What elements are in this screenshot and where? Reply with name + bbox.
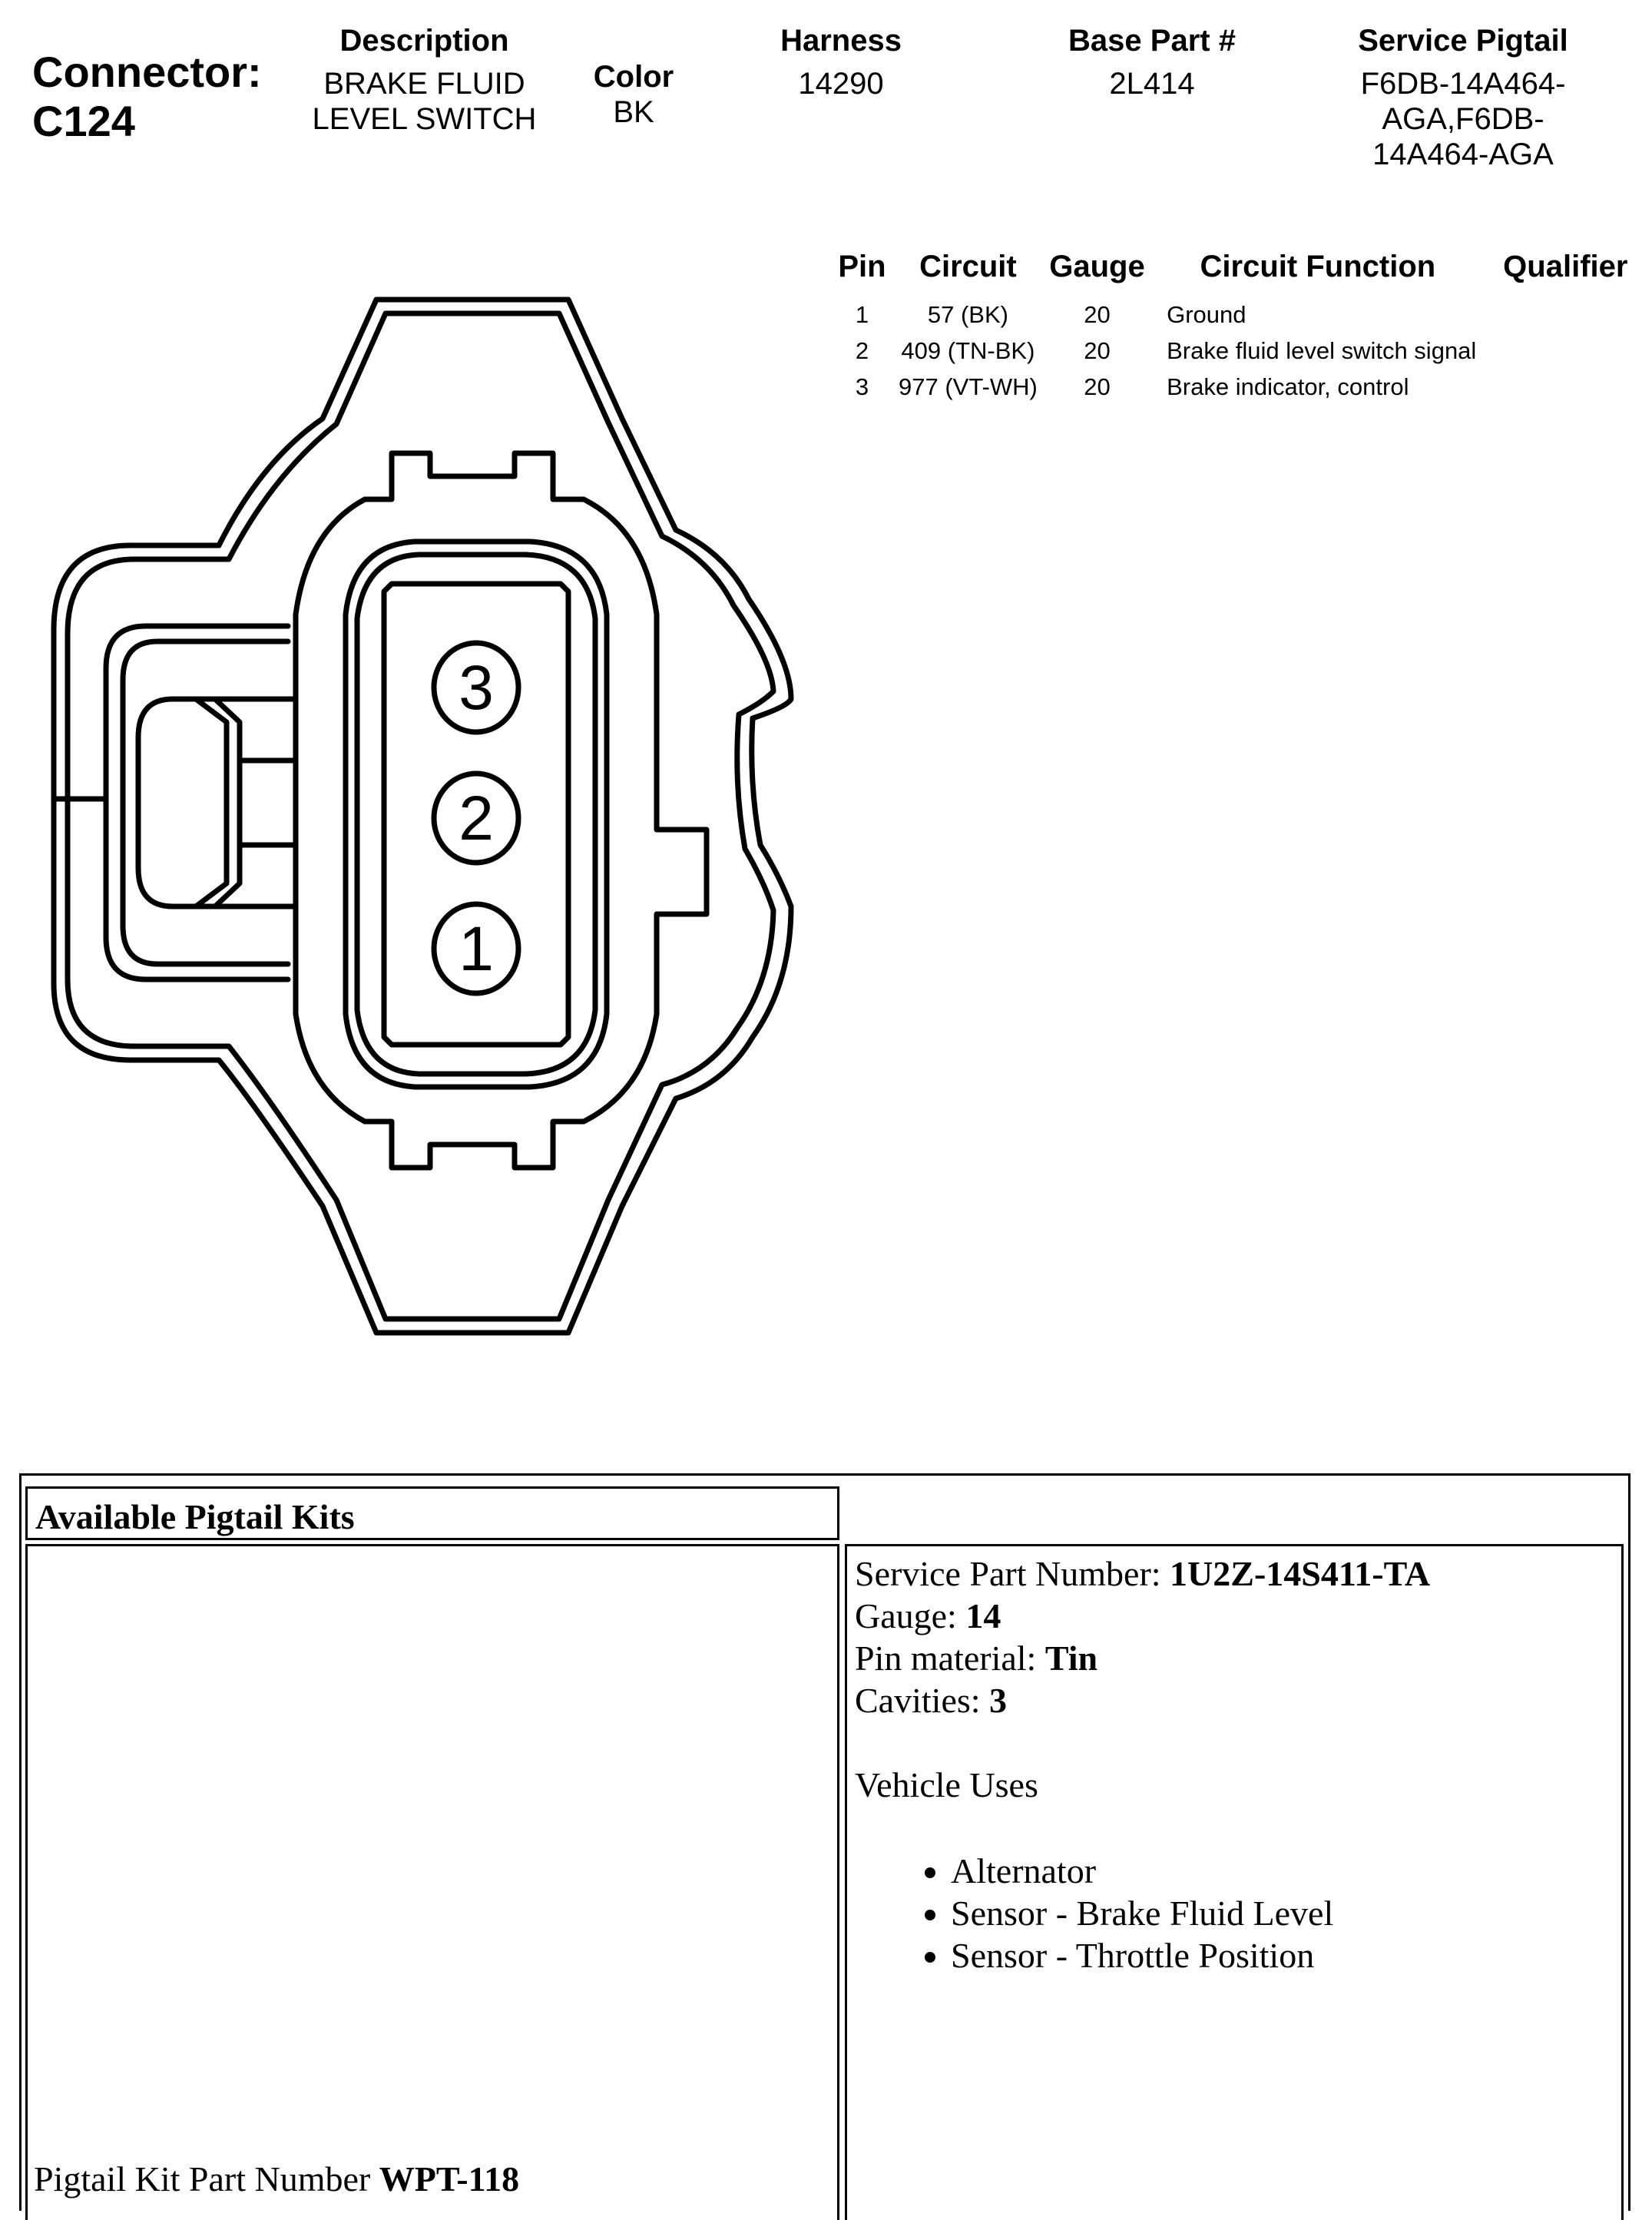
latch-frame — [106, 626, 288, 979]
pin-label-2: 2 — [459, 784, 494, 853]
function-cell: Brake fluid level switch signal — [1167, 336, 1477, 364]
list-item: • Sensor - Brake Fluid Level — [951, 1892, 1430, 1934]
vehicle-uses-list — [855, 1850, 1430, 1976]
col-circuit: Circuit — [919, 250, 1017, 283]
service-pigtail-label: Service Pigtail — [1358, 24, 1568, 58]
qualifier-cell — [1479, 297, 1652, 333]
cavities-label: Cavities: — [855, 1681, 990, 1720]
color-label: Color — [593, 60, 674, 94]
service-pigtail-line1: F6DB-14A464- — [1360, 67, 1566, 101]
description-line2: LEVEL SWITCH — [312, 102, 537, 136]
gauge-cell: 20 — [1084, 300, 1111, 328]
base-part-label: Base Part # — [1068, 24, 1236, 58]
connector-id: C124 — [32, 97, 135, 145]
pin-label-1: 1 — [459, 914, 494, 984]
pigtail-kits-header — [25, 1486, 839, 1540]
service-pigtail-column — [1321, 23, 1605, 172]
list-item: • Sensor - Throttle Position — [951, 1934, 1430, 1976]
connector-face-diagram — [31, 292, 806, 1390]
gauge-info — [855, 1595, 1430, 1637]
col-pin: Pin — [838, 250, 886, 283]
harness-value: 14290 — [798, 67, 884, 101]
harness-column — [737, 23, 945, 101]
circuit-cell: 57 (BK) — [927, 300, 1008, 328]
base-part-column — [1029, 23, 1275, 101]
pin-material-label: Pin material: — [855, 1638, 1045, 1678]
circuit-cell: 977 (VT-WH) — [898, 373, 1038, 400]
pigtail-kit-details-cell — [845, 1544, 1624, 2220]
kit-part-number — [34, 2159, 519, 2199]
list-item: • Alternator — [951, 1850, 1430, 1892]
vehicle-uses-label: Vehicle Uses — [855, 1765, 1038, 1804]
pin-table — [826, 250, 1652, 405]
table-row — [826, 369, 1652, 405]
col-gauge: Gauge — [1049, 250, 1145, 283]
pin-table-header — [826, 250, 1652, 297]
pin-cell: 2 — [855, 336, 869, 364]
base-part-value: 2L414 — [1109, 67, 1195, 101]
description-line1: BRAKE FLUID — [323, 67, 525, 101]
cavities-info — [855, 1679, 1430, 1721]
cavities-value: 3 — [989, 1681, 1008, 1720]
gauge-label: Gauge: — [855, 1596, 966, 1635]
color-column — [568, 59, 699, 130]
kit-details — [855, 1552, 1430, 1976]
service-pigtail-line2: AGA,F6DB- — [1382, 102, 1544, 136]
color-value: BK — [613, 95, 654, 129]
latch-tab — [138, 699, 296, 906]
pin-cell: 1 — [855, 300, 869, 328]
gauge-value: 14 — [965, 1596, 1001, 1635]
description-label: Description — [339, 24, 509, 58]
pin-material-info — [855, 1637, 1430, 1679]
pin-label-3: 3 — [459, 653, 494, 723]
table-row — [826, 297, 1652, 333]
qualifier-cell — [1479, 333, 1652, 369]
circuit-cell: 409 (TN-BK) — [901, 336, 1035, 364]
table-row — [826, 333, 1652, 369]
pin-material-value: Tin — [1045, 1638, 1098, 1678]
qualifier-cell — [1479, 369, 1652, 405]
connector-title — [32, 48, 262, 146]
function-cell: Brake indicator, control — [1167, 373, 1409, 400]
harness-label: Harness — [780, 24, 902, 58]
kit-part-label: Pigtail Kit Part Number — [34, 2159, 379, 2198]
description-column — [292, 23, 557, 137]
col-qualifier: Qualifier — [1503, 250, 1628, 283]
function-cell: Ground — [1167, 300, 1246, 328]
service-part-label: Service Part Number: — [855, 1554, 1170, 1593]
pigtail-kit-image-cell — [25, 1544, 839, 2220]
kit-part-value: WPT-118 — [379, 2159, 520, 2198]
pin-cell: 3 — [855, 373, 869, 400]
col-circuit-function: Circuit Function — [1200, 250, 1436, 283]
service-part-number — [855, 1552, 1430, 1595]
gauge-cell: 20 — [1084, 373, 1111, 400]
gauge-cell: 20 — [1084, 336, 1111, 364]
connector-label: Connector: — [32, 48, 262, 96]
service-pigtail-line3: 14A464-AGA — [1372, 138, 1554, 171]
pigtail-kits-title: Available Pigtail Kits — [35, 1497, 355, 1536]
service-part-value: 1U2Z-14S411-TA — [1170, 1554, 1431, 1593]
